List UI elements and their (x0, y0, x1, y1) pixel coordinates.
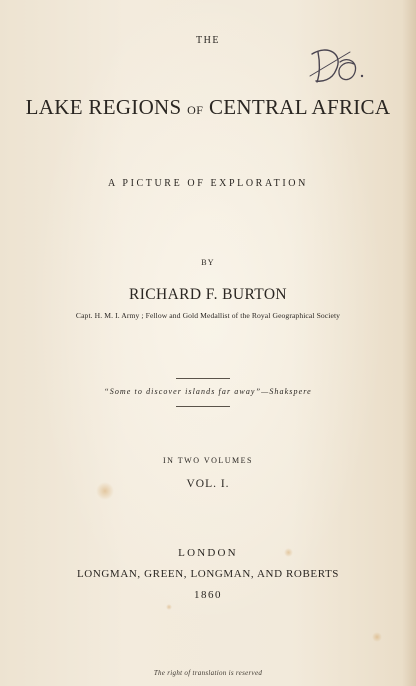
book-title (0, 95, 416, 120)
foxing-spot (166, 604, 172, 610)
author-credentials: Capt. H. M. I. Army ; Fellow and Gold Medallist of the Royal Geographical Society (75, 311, 341, 320)
rights-notice: The right of translation is reserved (153, 669, 263, 677)
epigraph-rule-top (176, 378, 230, 379)
book-title-part1: LAKE REGIONS (25, 95, 182, 119)
handwritten-shelfmark-icon (306, 40, 368, 90)
imprint-city: LONDON (178, 547, 238, 559)
volume-count: IN TWO VOLUMES (162, 456, 254, 465)
book-title-part2: CENTRAL AFRICA (208, 95, 391, 119)
imprint-publisher: LONGMAN, GREEN, LONGMAN, AND ROBERTS (76, 568, 340, 580)
foxing-spot (372, 632, 382, 642)
book-title-of: OF (187, 103, 204, 117)
imprint-year: 1860 (194, 589, 222, 601)
epigraph-rule-bottom (176, 406, 230, 407)
title-article: THE (196, 35, 220, 46)
author-name: RICHARD F. BURTON (128, 286, 288, 303)
epigraph: “Some to discover islands far away”—Shakspere (104, 387, 312, 396)
book-subtitle: A PICTURE OF EXPLORATION (108, 178, 308, 189)
volume-number: VOL. I. (186, 478, 230, 490)
by-line: BY (201, 258, 215, 267)
